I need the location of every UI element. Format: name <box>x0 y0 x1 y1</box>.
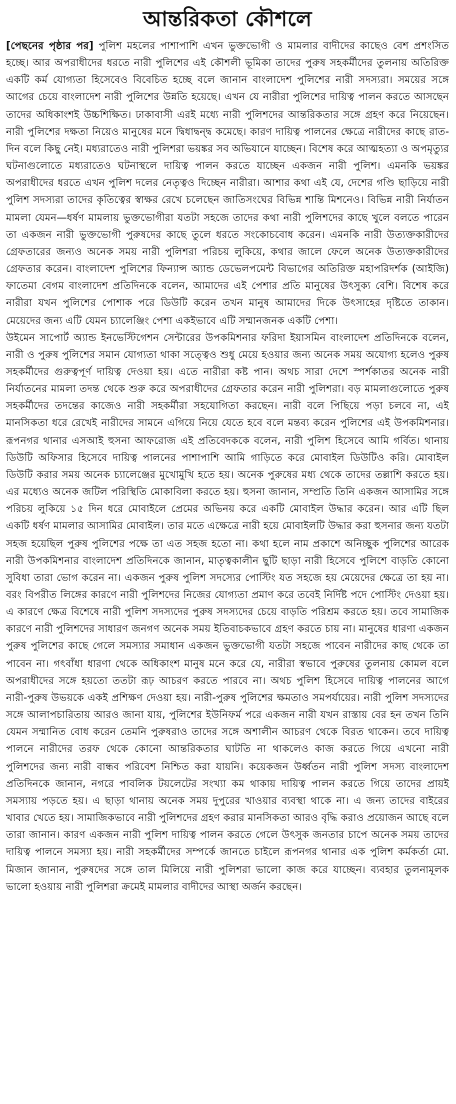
article-paragraph <box>6 38 449 330</box>
article-body <box>6 38 449 896</box>
continuation-label: [পেছনের পৃষ্ঠার পর] <box>6 41 94 52</box>
paragraph-text: উইমেন সাপোর্ট অ্যান্ড ইনভেস্টিগেশন সেন্টারের উপকমিশনার ফরিদা ইয়াসমিন বাংলাদেশ প্রতিদিনকে বলেন, নারী ও পুরুষ পুলিশের সমান যোগ্যতা থাকা সত্ত্বেও শুধু মেয়ে হওয়ার জন্য অনেক সময় অযোগ্য হলেও পুরুষ সহকর্মীদের গুরুত্বপূর্ণ দায়িত্ব দেওয়া হয়। এতে নারীরা কষ্ট পান। অথচ সারা দেশে স্পর্শকাতর অনেক নারী নির্যাতনের মামলা তদন্ত থেকে শুরু করে অপরাধীদের গ্রেফতার করেন নারী পুলিশরা। বড় মামলাগুলোতে পুরুষ সহকর্মীদের তদন্তের কাজেও নারী সহকর্মীরা সহযোগিতা করছেন। নারী বলে পিছিয়ে পড়া চলবে না, এই মানসিকতা ধরে রেখেই নারীদের সামনে এগিয়ে নিয়ে যেতে হবে বলে মন্তব্য করেন পুলিশের এই উপকমিশনার। রূপনগর থানার এসআই হুসনা আফরোজ এই প্রতিবেদককে বলেন, নারী পুলিশ হিসেবে আমি গর্বিত। থানায় ডিউটি অফিসার হিসেবে দায়িত্ব পালনের পাশাপাশি আমি গাড়িতে করে মোবাইল ডিউটিও করি। মোবাইল ডিউটি করার সময় অনেক চ্যালেঞ্জের মুখোমুখি হতে হয়। অনেক পুরুষের মধ্য থেকে তাদের তল্লাশি করতে হয়। এর মধ্যেও অনেক জটিল পরিস্থিতি মোকাবিলা করতে হয়। হুসনা জানান, সম্প্রতি তিনি একজন আসামির সঙ্গে পরিচয় লুকিয়ে ১৫ দিন ধরে মোবাইলে প্রেমের অভিনয় করে একটি মোবাইল উদ্ধার করেন। আর এটি ছিল একটি ধর্ষণ মামলার আসামির মোবাইল। তার মতে এক্ষেত্রে নারী হয়ে মোবাইলটি উদ্ধার করা হুসনার জন্য যতটা সহজ হয়েছিল পুরুষ পুলিশের পক্ষে তা এত সহজ হতো না। কথা হলে নাম প্রকাশে অনিচ্ছুক পুলিশের আরেক নারী উপকমিশনার বাংলাদেশ প্রতিদিনকে জানান, মাতৃত্বকালীন ছুটি ছাড়া নারী হিসেবে পুলিশে বাড়তি কোনো সুবিধা তারা ভোগ করেন না। একজন পুরুষ পুলিশ সদস্যের পোস্টিং যত সহজে হয় মেয়েদের ক্ষেত্রে তা হয় না। বরং বিপরীত লিঙ্গের কারণে নারী পুলিশদের নিজের যোগ্যতা প্রমাণ করে তবেই নির্দিষ্ট পদে পোস্টিং দেওয়া হয়। এ কারণে ক্ষেত্র বিশেষে নারী পুলিশ সদস্যদের পুরুষ সদস্যদের চেয়ে বাড়তি পরিশ্রম করতে হয়। তবে সামাজিক কারণে নারী পুলিশদের সাধারণ জনগণ অনেক সময় ইতিবাচকভাবে গ্রহণ করতে চায় না। মানুষের ধারণা একজন পুরুষ পুলিশের কাছে গেলে সমস্যার সমাধান একজন ভুক্তভোগী যতটা সহজে পাবেন নারীদের কাছ থেকে তা পাবেন না। গৎবাঁধা ধারণা থেকে অধিকাংশ মানুষ মনে করে যে, নারীরা স্বভাবে পুরুষের তুলনায় কোমল বলে অপরাধীদের সঙ্গে হয়তো ততটা রূঢ় আচরণ করতে পারবে না। অথচ পুলিশ হিসেবে দায়িত্ব পালনের আগে নারী-পুরুষ উভয়কে একই প্রশিক্ষণ দেওয়া হয়। নারী-পুরুষ পুলিশের ক্ষমতাও সমপর্যায়ের। নারী পুলিশ সদস্যদের সঙ্গে আলাপচারিতায় আরও জানা যায়, পুলিশের ইউনিফর্ম পরে একজন নারী যখন রাস্তায় বের হন তখন তিনি যেমন সম্মানিত বোধ করেন তেমনি পুরুষরাও তাদের সঙ্গে অশালীন আচরণ থেকে বিরত থাকেন। তবে দায়িত্ব পালনে নারীদের তরফ থেকে কোনো আন্তরিকতার ঘাটতি না থাকলেও কাজ করতে গিয়ে এখনো নারী পুলিশদের জন্য নারী বান্ধব পরিবেশ নিশ্চিত করা যায়নি। কয়েকজন উর্ধ্বতন নারী পুলিশ সদস্য বাংলাদেশ প্রতিদিনকে জানান, নগরে পাবলিক টয়লেটের সংখ্যা কম থাকায় দায়িত্ব পালন করতে গিয়ে তাদের প্রায়ই সমস্যায় পড়তে হয়। এ ছাড়া থানায় অনেক সময় দুপুরের খাওয়ার ব্যবস্থা থাকে না। এ জন্য তাদের বাইরের খাবার খেতে হয়। সামাজিকভাবে নারী পুলিশদের গ্রহণ করার মানসিকতা আরও বৃদ্ধি করাও প্রয়োজন আছে বলে তারা জানান। কারণ একজন নারী পুলিশ দায়িত্ব পালন করতে গেলে উৎসুক জনতার চাপে অনেক সময় তাদের দায়িত্ব পালনে সমস্যা হয়। নারী সহকর্মীদের সম্পর্কে জানতে চাইলে রূপনগর থানার এক পুলিশ কর্মকর্তা মো. মিজান জানান, পুরুষদের সঙ্গে তাল মিলিয়ে নারী পুলিশরা ভালো কাজ করে যাচ্ছেন। ব্যবহার তুলনামূলক ভালো হওয়ায় নারী পুলিশরা ক্রমেই মামলার বাদীদের আস্থা অর্জন করছেন। <box>6 332 450 893</box>
article-headline: আন্তরিকতা কৌশলে <box>143 7 312 31</box>
article-paragraph <box>6 330 449 896</box>
paragraph-text: পুলিশ মহলের পাশাপাশি এখন ভুক্তভোগী ও মামলার বাদীদের কাছেও বেশ প্রশংসিত হচ্ছে। আর অপরাধীদের ধরতে নারী পুলিশের এই কৌশলী ভূমিকা তাদের পুরুষ সহকর্মীদের তুলনায় অতিরিক্ত একটি কর্ম যোগ্যতা হিসেবেও বিবেচিত হচ্ছে বলে জানান বাংলাদেশ পুলিশের নারী সদস্যরা। সময়ের সঙ্গে আগের চেয়ে বাংলাদেশ নারী পুলিশের উন্নতি হয়েছে। এখন যে নারীরা পুলিশের দায়িত্ব পালন করতে আসছেন তাদের অধিকাংশই উচ্চশিক্ষিত। ঢাকাবাসী এরই মধ্যে নারী পুলিশদের আন্তরিকতার সঙ্গে গ্রহণ করে নিয়েছেন। নারী পুলিশের দক্ষতা নিয়েও মানুষের মনে দ্বিধাদ্বন্দ্ব কমেছে। কারণ দায়িত্ব পালনের ক্ষেত্রে নারীদের কাছে রাত-দিন বলে কিছু নেই। মধ্যরাতেও নারী পুলিশরা ভয়ঙ্কর সব অভিযানে যাচ্ছেন। বিশেষ করে আত্মহত্যা ও অপমৃত্যুর ঘটনাগুলোতে মধ্যরাতেও ঘটনাস্থলে দায়িত্ব পালন করতে যাচ্ছেন একজন নারী পুলিশ। এমনকি ভয়ঙ্কর অপরাধীদের ধরতে এখন পুলিশ দলের নেতৃত্বও দিচ্ছেন নারীরা। আশার কথা এই যে, দেশের গণ্ডি ছাড়িয়ে নারী পুলিশ সদস্যরা তাদের কৃতিত্বের স্বাক্ষর রেখে চলেছেন জাতিসংঘের বিভিন্ন শান্তি মিশনেও। বিভিন্ন নারী নির্যাতন মামলা যেমন—ধর্ষণ মামলায় ভুক্তভোগীরা যতটা সহজে তাদের কথা নারী পুলিশদের কাছে খুলে বলতে পারেন তা একজন নারী ভুক্তভোগী পুরুষদের কাছে তুলে ধরতে সংকোচবোধ করেন। এমনকি নারী উত্যক্তকারীদের গ্রেফতারের জন্যও অনেক সময় নারী পুলিশরা পরিচয় লুকিয়ে, কথার জালে ফেলে অনেক উত্যক্তকারীদের গ্রেফতার করেন। বাংলাদেশ পুলিশের ফিন্যান্স অ্যান্ড ডেভেলপমেন্ট বিভাগের অতিরিক্ত মহাপরিদর্শক (আইজি) ফাতেমা বেগম বাংলাদেশ প্রতিদিনকে বলেন, আমাদের এই পেশার প্রতি মানুষের উৎসুক্য বেশি। বিশেষ করে নারীরা যখন পুলিশের পোশাক পরে ডিউটি করেন তখন মানুষ আমাদের দিকে উৎসাহের দৃষ্টিতে তাকান। মেয়েদের জন্য এটি যেমন চ্যালেঞ্জিং পেশা একইভাবে এটি সম্মানজনক একটি পেশা। <box>6 41 449 327</box>
